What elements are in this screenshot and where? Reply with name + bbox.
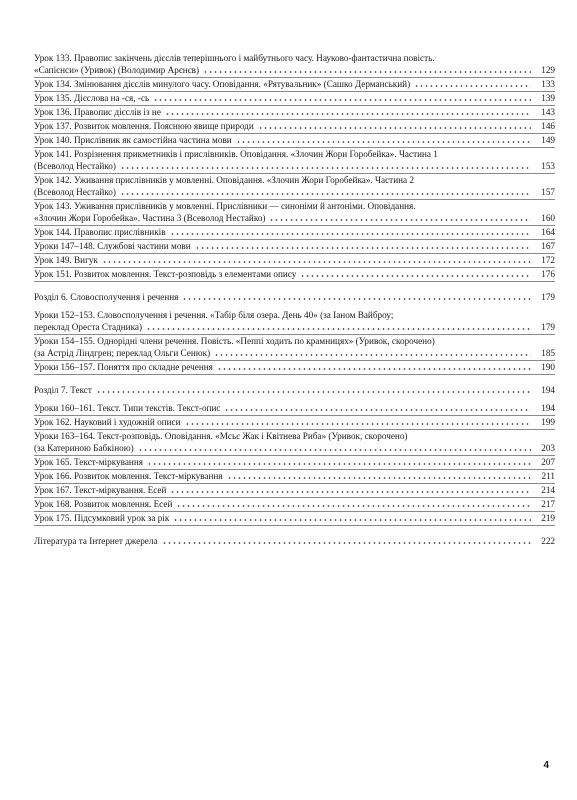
dot-leader — [300, 270, 531, 278]
toc-section-entry — [34, 384, 555, 396]
toc-entry-text: Урок 136. Правопис дієслів із не — [34, 107, 161, 117]
toc-page-number: 203 — [541, 443, 555, 453]
dot-leader — [165, 108, 531, 116]
dot-leader — [170, 228, 531, 236]
dot-leader — [146, 323, 531, 331]
toc-page-number: 194 — [541, 385, 555, 395]
toc-page-number: 172 — [541, 255, 555, 265]
toc-entry — [34, 120, 555, 134]
toc-entry-text: Уроки 160–161. Текст. Типи текстів. Текст-опис — [34, 403, 221, 413]
toc-entry — [34, 200, 555, 226]
toc-entry-text: Уроки 163–164. Текст-розповідь. Оповідання. «Мсьє Жак і Квітнева Риба» (Уривок, скорочено) — [34, 431, 408, 441]
toc-page-number: 185 — [541, 348, 555, 358]
toc-section-entry — [34, 535, 555, 547]
toc-entry-text: Урок 133. Правопис закінчень дієслів теперішнього і майбутнього часу. Науково-фантастична повість. — [34, 53, 435, 63]
toc-entry-text: Урок 140. Прислівник як самостійна частина мови — [34, 135, 232, 145]
toc-page-number: 139 — [541, 93, 555, 103]
dot-leader — [176, 500, 531, 508]
toc-entry — [34, 335, 555, 361]
toc-page-number: 207 — [541, 457, 555, 467]
toc-entry-text: Урок 166. Розвиток мовлення. Текст-міркування — [34, 471, 223, 481]
dot-leader — [185, 418, 531, 426]
toc-page-number: 167 — [541, 241, 555, 251]
toc-entry — [34, 240, 555, 254]
toc-entry-text: «Злочин Жори Горобейка». Частина 3 (Всеволод Нестайко) — [34, 213, 266, 223]
dot-leader — [120, 188, 531, 196]
toc-entry — [34, 498, 555, 512]
toc-entry — [34, 309, 555, 335]
toc-entry-text: (Всеволод Нестайко) — [34, 187, 116, 197]
toc-entry-text: Уроки 147–148. Службові частини мови — [34, 241, 191, 251]
toc-entry-text: «Сапієнси» (Уривок) (Володимир Арєнєв) — [34, 65, 200, 75]
table-of-contents — [34, 52, 555, 553]
dot-leader — [96, 386, 531, 394]
toc-entry-text: (за Астрід Ліндгрен; переклад Ольги Сенюк) — [34, 348, 211, 358]
dot-leader — [153, 94, 531, 102]
toc-page-number: 214 — [541, 485, 555, 495]
toc-page-number: 164 — [541, 227, 555, 237]
toc-entry — [34, 226, 555, 240]
toc-entry-text: Урок 149. Вигук — [34, 255, 98, 265]
toc-entry-text: Урок 167. Текст-міркування. Есей — [34, 485, 167, 495]
toc-entry — [34, 361, 555, 375]
dot-leader — [203, 66, 531, 74]
toc-entry — [34, 106, 555, 120]
dot-leader — [269, 214, 531, 222]
toc-entry — [34, 174, 555, 200]
toc-entry-text: Урок 144. Правопис прислівників — [34, 227, 166, 237]
toc-page-number: 153 — [541, 161, 555, 171]
toc-entry — [34, 92, 555, 106]
toc-entry-text: Розділ 6. Словосполучення і речення — [34, 292, 179, 302]
toc-entry-text: Урок 151. Розвиток мовлення. Текст-розповідь з елементами опису — [34, 269, 297, 279]
toc-page-number: 179 — [541, 322, 555, 332]
toc-entry — [34, 148, 555, 174]
dot-leader — [138, 444, 531, 452]
toc-entry-text: Урок 141. Розрізнення прикметників і прислівників. Оповідання. «Злочин Жори Горобейка». Частина 1 — [34, 149, 438, 159]
toc-entry — [34, 402, 555, 416]
dot-leader — [182, 293, 531, 301]
toc-page-number: 217 — [541, 499, 555, 509]
toc-entry — [34, 78, 555, 92]
dot-leader — [236, 136, 531, 144]
toc-entry-text: переклад Ореста Стадника) — [34, 322, 143, 332]
toc-page-number: 194 — [541, 403, 555, 413]
toc-entry-text: Урок 134. Змінювання дієслів минулого часу. Оповідання. «Рятувальник» (Сашко Дерманський) — [34, 79, 411, 89]
toc-page-number: 133 — [541, 79, 555, 89]
toc-page-number: 190 — [541, 362, 555, 372]
toc-entry — [34, 484, 555, 498]
toc-entry — [34, 470, 555, 484]
toc-entry — [34, 430, 555, 456]
toc-page-number: 160 — [541, 213, 555, 223]
toc-page-number: 219 — [541, 513, 555, 523]
dot-leader — [227, 472, 531, 480]
toc-page-number: 176 — [541, 269, 555, 279]
page-number: 4 — [543, 760, 549, 771]
dot-leader — [195, 242, 531, 250]
toc-entry-text: (Всеволод Нестайко) — [34, 161, 116, 171]
toc-entry — [34, 456, 555, 470]
dot-leader — [224, 404, 531, 412]
toc-entry — [34, 268, 555, 282]
toc-page-number: 143 — [541, 107, 555, 117]
dot-leader — [173, 514, 531, 522]
toc-entry-text: Урок 175. Підсумковий урок за рік — [34, 513, 170, 523]
dot-leader — [258, 122, 531, 130]
dot-leader — [414, 80, 531, 88]
toc-page-number: 179 — [541, 292, 555, 302]
toc-entry — [34, 416, 555, 430]
dot-leader — [120, 162, 531, 170]
dot-leader — [147, 458, 531, 466]
toc-page-number: 146 — [541, 121, 555, 131]
toc-entry-text: Уроки 152–153. Словосполучення і речення. «Табір біля озера. День 40» (за Іаном Вайброу; — [34, 310, 394, 320]
toc-entry-text: Розділ 7. Текст — [34, 385, 92, 395]
toc-page-number: 149 — [541, 135, 555, 145]
toc-page-number: 129 — [541, 65, 555, 75]
dot-leader — [102, 256, 531, 264]
toc-page-number: 157 — [541, 187, 555, 197]
toc-entry-text: (за Катериною Бабкіною) — [34, 443, 134, 453]
toc-entry — [34, 134, 555, 148]
toc-page-number: 199 — [541, 417, 555, 427]
toc-entry — [34, 512, 555, 526]
toc-entry-text: Література та Інтернет джерела — [34, 536, 158, 546]
toc-entry-text: Урок 143. Уживання прислівників у мовленні. Прислівники — синоніми й антоніми. Оповідання. — [34, 201, 416, 211]
dot-leader — [214, 349, 531, 357]
dot-leader — [170, 486, 531, 494]
toc-entry-text: Урок 168. Розвиток мовлення. Есей — [34, 499, 173, 509]
toc-entry-text: Урок 135. Дієслова на -ся, -сь — [34, 93, 150, 103]
toc-page-number: 222 — [541, 536, 555, 546]
toc-entry-text: Уроки 154–155. Однорідні члени речення. Повість. «Пеппі ходить по крамницях» (Уривок, скорочено) — [34, 336, 435, 346]
toc-entry — [34, 254, 555, 268]
toc-entry — [34, 52, 555, 78]
toc-section-entry — [34, 291, 555, 303]
toc-entry-text: Урок 142. Уживання прислівників у мовленні. Оповідання. «Злочин Жори Горобейка». Частина 2 — [34, 175, 414, 185]
dot-leader — [162, 537, 531, 545]
toc-entry-text: Урок 165. Текст-міркування — [34, 457, 143, 467]
dot-leader — [217, 363, 531, 371]
toc-entry-text: Урок 137. Розвиток мовлення. Пояснюю явище природи — [34, 121, 254, 131]
toc-page-number: 211 — [541, 471, 555, 481]
toc-entry-text: Урок 162. Науковий і художній описи — [34, 417, 181, 427]
toc-entry-text: Уроки 156–157. Поняття про складне речення — [34, 362, 213, 372]
